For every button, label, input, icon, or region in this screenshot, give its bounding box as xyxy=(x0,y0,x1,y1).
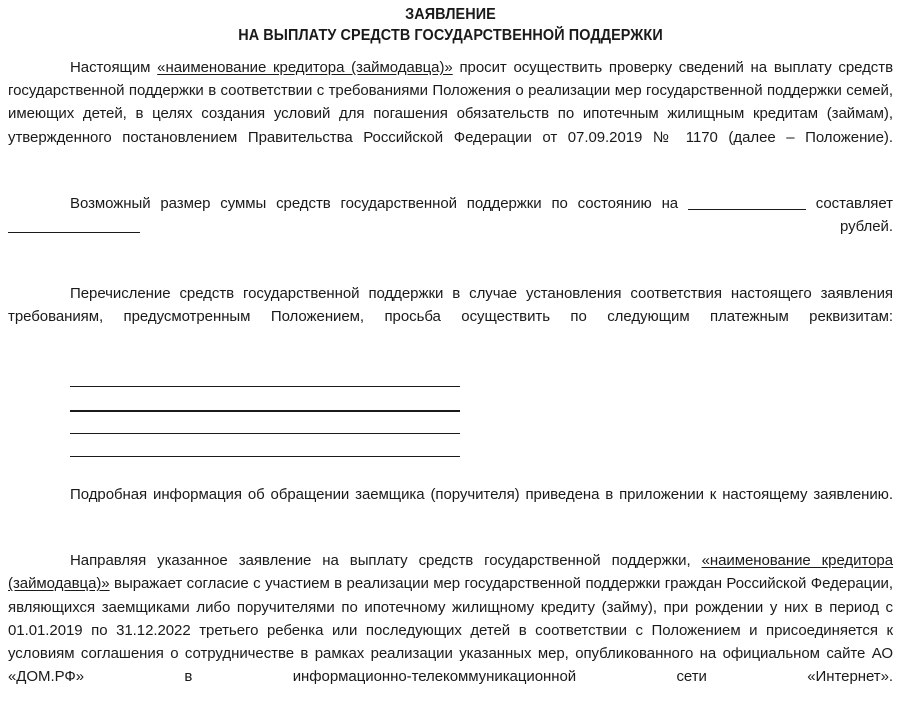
payment-detail-row-2 xyxy=(70,394,893,417)
page-title: ЗАЯВЛЕНИЕ xyxy=(405,6,496,23)
payment-detail-row-1 xyxy=(70,370,893,393)
paragraph-consent-text-after: выражает согласие с участием в реализации мер государственной поддержки граждан Российской Федерации, являющихся заемщиками либо поручителями по ипотечному жилищному кредиту (займу), при рождении у них в период с 01.01.2019 по 31.12.2022 третьего ребенка или последующих детей в соответствии с Положением и присоединяется к условиям соглашения о сотрудничестве в рамках реализации указанных мер, опубликованного на официальном сайте АО «ДОМ.РФ» в информационно-телекоммуникационной сети «Интернет». xyxy=(8,575,893,686)
page-subtitle: НА ВЫПЛАТУ СРЕДСТВ ГОСУДАРСТВЕННОЙ ПОДДЕРЖКИ xyxy=(238,27,663,44)
payment-detail-row-4 xyxy=(70,440,893,463)
paragraph-consent-text-before: Направляя указанное заявление на выплату средств государственной поддержки, xyxy=(70,552,702,570)
document-title-block xyxy=(8,0,893,46)
document-body xyxy=(8,56,893,712)
payment-detail-rule-1[interactable] xyxy=(70,370,460,387)
paragraph-request-text-after: просит осуществить проверку сведений на выплату средств государственной поддержки в соответствии с требованиями Положения о реализации мер государственной поддержки семей, имеющих детей, в целях создания условий для погашения обязательств по ипотечным жилищным кредитам (займам), утвержденного постановлением Правительства Российской Федерации от 07.09.2019 № 1170 (далее – Положение). xyxy=(8,59,893,146)
paragraph-request xyxy=(8,56,893,172)
paragraph-consent xyxy=(8,549,893,711)
paragraph-appendix-info: Подробная информация об обращении заемщика (поручителя) приведена в приложении к настоящему заявлению. xyxy=(70,485,893,503)
payment-detail-row-3 xyxy=(70,417,893,440)
paragraph-transfer: Перечисление средств государственной поддержки в случае установления соответствия настоящего заявления требованиям, предусмотренным Положением, просьба осуществить по следующим платежным реквизитам: xyxy=(8,284,893,325)
payment-details-blank-lines xyxy=(8,370,893,464)
creditor-name-placeholder-secondary: «наименование кредитора (займодавца)» xyxy=(8,552,893,593)
payment-detail-rule-4[interactable] xyxy=(70,440,460,457)
payment-detail-rule-2[interactable] xyxy=(70,394,460,412)
amount-blank-field[interactable] xyxy=(8,232,140,233)
paragraph-amount-text-before: Возможный размер суммы средств государственной поддержки по состоянию на xyxy=(70,195,688,213)
paragraph-amount-text-middle: составляет xyxy=(805,195,893,213)
paragraph-amount xyxy=(8,192,893,262)
payment-detail-rule-3[interactable] xyxy=(70,417,460,434)
paragraph-request-text-before: Настоящим xyxy=(70,59,158,76)
paragraph-amount-text-after: рублей. xyxy=(140,218,893,236)
date-blank-field[interactable] xyxy=(688,209,806,210)
creditor-name-placeholder: «наименование кредитора (займодавца)» xyxy=(157,59,453,76)
